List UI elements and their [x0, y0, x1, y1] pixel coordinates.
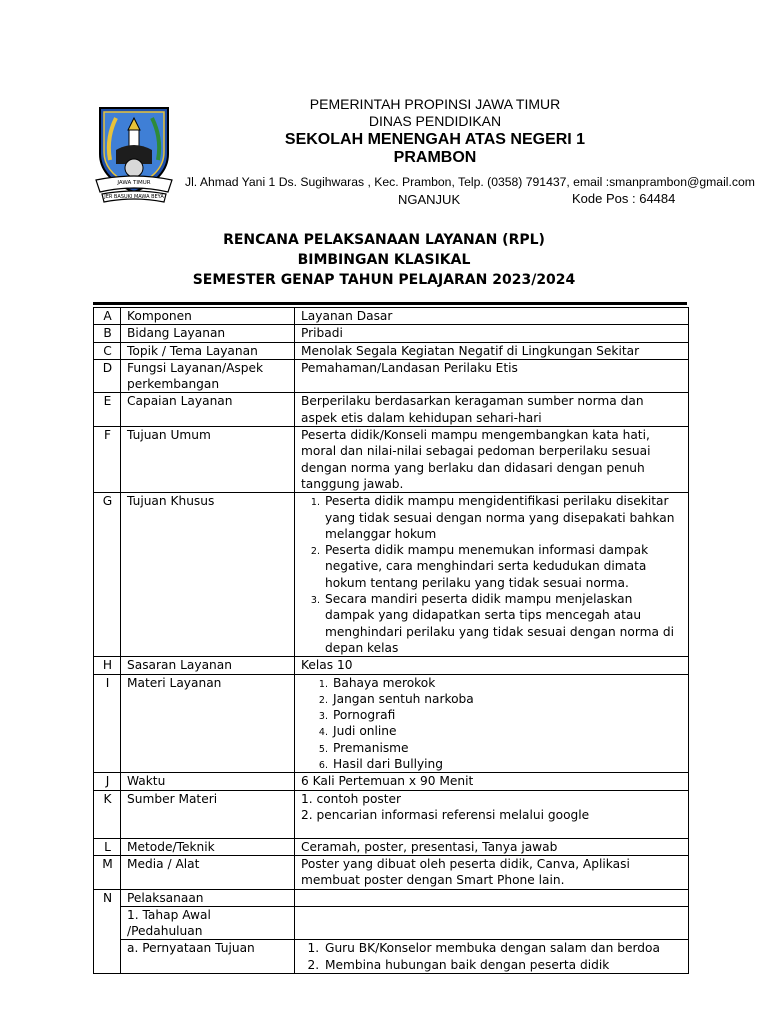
row-label: Sasaran Layanan — [121, 657, 295, 674]
row-label: Pelaksanaan — [121, 889, 295, 906]
doc-subtitle: BIMBINGAN KLASIKAL — [297, 252, 471, 268]
row-label: Capaian Layanan — [121, 393, 295, 427]
table-row — [94, 325, 689, 342]
table-row — [94, 790, 689, 838]
list-item: 1. Peserta didik mampu mengidentifikasi perilaku disekitar yang tidak sesuai dengan norma yang disepakati bahkan melanggar hokum — [323, 493, 683, 542]
row-label: Materi Layanan — [121, 674, 295, 773]
list-item: 2. Peserta didik mampu menemukan informasi dampak negative, cara menghindari serta kedudukan dimata hokum tentang perilaku yang tidak sesuai norma. — [323, 542, 683, 591]
doc-title: RENCANA PELAKSANAAN LAYANAN (RPL) — [223, 232, 545, 248]
row-label: Media / Alat — [121, 855, 295, 889]
row-code: F — [94, 427, 121, 493]
list-item: 6. Hasil dari Bullying — [331, 756, 683, 772]
row-value: 6 Kali Pertemuan x 90 Menit — [295, 773, 689, 790]
school-city: NGANJUK — [398, 192, 461, 207]
letterhead-line-1: PEMERINTAH PROPINSI JAWA TIMUR — [309, 96, 561, 112]
table-row — [94, 493, 689, 657]
row-label: Waktu — [121, 773, 295, 790]
row-code: E — [94, 393, 121, 427]
table-row — [94, 773, 689, 790]
row-label: Komponen — [121, 308, 295, 325]
table-row — [94, 342, 689, 359]
table-row — [94, 906, 689, 940]
title-divider — [93, 302, 687, 305]
row-label: Fungsi Layanan/Aspek perkembangan — [121, 359, 295, 393]
letterhead — [0, 0, 768, 220]
row-code: D — [94, 359, 121, 393]
row-value — [295, 790, 689, 838]
row-value: Ceramah, poster, presentasi, Tanya jawab — [295, 838, 689, 855]
sub-label: a. Pernyataan Tujuan — [121, 940, 295, 974]
row-code: M — [94, 855, 121, 889]
row-value: Kelas 10 — [295, 657, 689, 674]
table-row — [94, 308, 689, 325]
postal-code: Kode Pos : 64484 — [572, 191, 676, 206]
row-label: Bidang Layanan — [121, 325, 295, 342]
row-label: Topik / Tema Layanan — [121, 342, 295, 359]
materials-list — [301, 675, 683, 773]
province-emblem-icon — [94, 102, 174, 206]
source-line-2: 2. pencarian informasi referensi melalui google — [301, 807, 590, 822]
row-code: N — [94, 889, 121, 973]
table-row — [94, 940, 689, 974]
row-value: Pribadi — [295, 325, 689, 342]
table-row — [94, 838, 689, 855]
row-value: Peserta didik/Konseli mampu mengembangkan kata hati, moral dan nilai-nilai sebagai pedoman berperilaku sesuai dengan norma yang berlaku dan didasari dengan penuh tanggung jawab. — [295, 427, 689, 493]
table-row — [94, 427, 689, 493]
school-name: SEKOLAH MENENGAH ATAS NEGERI 1 — [284, 131, 586, 148]
row-code: J — [94, 773, 121, 790]
list-item: 1. Bahaya merokok — [331, 675, 683, 691]
row-value — [295, 493, 689, 657]
row-label: Sumber Materi — [121, 790, 295, 838]
row-value — [295, 674, 689, 773]
sub-value — [295, 940, 689, 974]
row-code: B — [94, 325, 121, 342]
row-label: Tujuan Umum — [121, 427, 295, 493]
row-value — [295, 889, 689, 906]
table-row — [94, 855, 689, 889]
table-row — [94, 657, 689, 674]
list-item: 4. Judi online — [331, 723, 683, 739]
row-value: Layanan Dasar — [295, 308, 689, 325]
list-item: 2. Jangan sentuh narkoba — [331, 691, 683, 707]
table-row — [94, 889, 689, 906]
table-row — [94, 393, 689, 427]
stage-value — [295, 906, 689, 940]
source-line-1: 1. contoh poster — [301, 791, 402, 806]
row-label: Metode/Teknik — [121, 838, 295, 855]
stage-label: 1. Tahap Awal /Pedahuluan — [121, 906, 295, 940]
letterhead-line-2: DINAS PENDIDIKAN — [368, 113, 502, 129]
table-row — [94, 359, 689, 393]
list-item: 3. Secara mandiri peserta didik mampu menjelaskan dampak yang didapatkan serta tips mencegah atau menghindari perilaku yang tidak sesuai dengan norma di depan kelas — [323, 591, 683, 656]
row-code: I — [94, 674, 121, 773]
row-code: G — [94, 493, 121, 657]
logo-ribbon-top: JAWA TIMUR — [117, 180, 151, 186]
objectives-list — [301, 493, 683, 656]
row-code: C — [94, 342, 121, 359]
row-code: L — [94, 838, 121, 855]
row-code: A — [94, 308, 121, 325]
row-value: Berperilaku berdasarkan keragaman sumber norma dan aspek etis dalam kehidupan sehari-hari — [295, 393, 689, 427]
doc-semester: SEMESTER GENAP TAHUN PELAJARAN 2023/2024 — [192, 272, 576, 288]
table-row — [94, 674, 689, 773]
school-location: PRAMBON — [393, 149, 477, 166]
row-code: K — [94, 790, 121, 838]
row-value: Pemahaman/Landasan Perilaku Etis — [295, 359, 689, 393]
row-value: Menolak Segala Kegiatan Negatif di Lingkungan Sekitar — [295, 342, 689, 359]
row-value: Poster yang dibuat oleh peserta didik, Canva, Aplikasi membuat poster dengan Smart Phone lain. — [295, 855, 689, 889]
list-item: 3. Pornografi — [331, 707, 683, 723]
school-address: Jl. Ahmad Yani 1 Ds. Sugihwaras , Kec. Prambon, Telp. (0358) 791437, email :smanprambon@gmail.com — [185, 175, 755, 189]
list-item: 5. Premanisme — [331, 740, 683, 756]
opening-steps-list — [301, 940, 683, 973]
list-item: 1. Guru BK/Konselor membuka dengan salam dan berdoa — [323, 940, 683, 956]
logo-ribbon-bottom: JER BASUKI MAWA BEYA — [104, 194, 164, 200]
row-label: Tujuan Khusus — [121, 493, 295, 657]
row-code: H — [94, 657, 121, 674]
list-item: 2. Membina hubungan baik dengan peserta didik — [323, 957, 683, 973]
rpl-table — [93, 307, 689, 974]
